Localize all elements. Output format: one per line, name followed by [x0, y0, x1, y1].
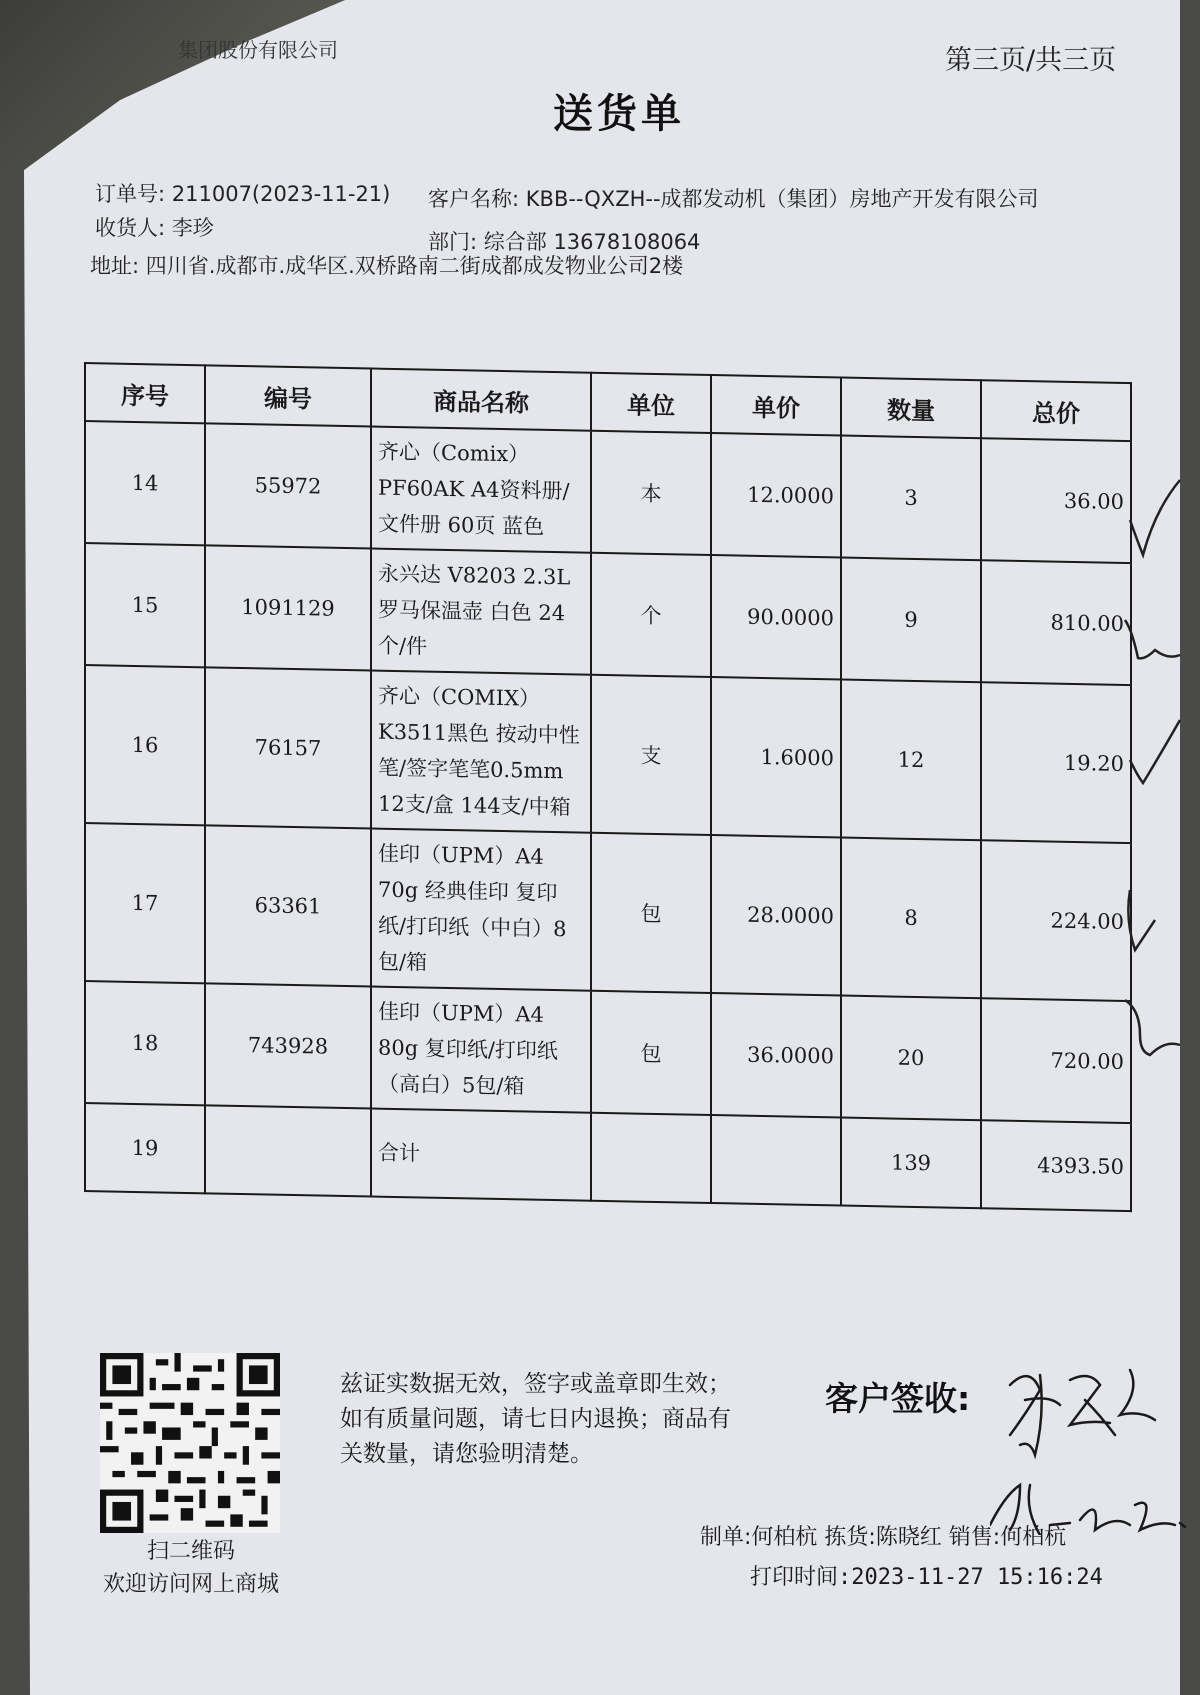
order-number-value: 211007(2023-11-21): [171, 182, 391, 206]
table-row: [85, 543, 1131, 685]
row-unit: 包: [591, 991, 711, 1115]
row-unit-price: 12.0000: [711, 433, 841, 557]
header-seq: 序号: [85, 363, 205, 423]
row-total: 810.00: [981, 560, 1131, 685]
notice-text: 兹证实数据无效，签字或盖章即生效；如有质量问题，请七日内退换；商品有关数量，请您验明清楚。: [340, 1371, 731, 1467]
qr-caption: [86, 1535, 296, 1601]
row-total: 19.20: [981, 682, 1131, 843]
row-quantity: 3: [841, 436, 981, 561]
customer-label: 客户名称:: [428, 187, 520, 211]
document-title: 送货单: [553, 91, 685, 137]
row-code: 743928: [205, 983, 371, 1108]
table-row: [85, 823, 1131, 1001]
row-quantity: 12: [841, 680, 981, 841]
summary-seq: 19: [85, 1103, 205, 1193]
row-code: 63361: [205, 825, 371, 986]
print-time: 打印时间:2023-11-27 15:16:24: [750, 1565, 1103, 1590]
header-total: 总价: [981, 380, 1131, 441]
row-seq: 16: [85, 665, 205, 825]
row-quantity: 8: [841, 838, 981, 999]
header-quantity: 数量: [841, 378, 981, 439]
row-unit: 包: [591, 833, 711, 993]
customer-name: [428, 183, 1039, 213]
department-value: 综合部 13678108064: [483, 230, 701, 254]
order-number: [95, 178, 390, 208]
header-unit: 单位: [591, 373, 711, 433]
row-unit-price: 36.0000: [711, 993, 841, 1117]
summary-total: 4393.50: [981, 1120, 1131, 1211]
table-row: [85, 665, 1131, 843]
row-unit: 本: [591, 431, 711, 555]
row-seq: 17: [85, 823, 205, 983]
row-seq: 14: [85, 421, 205, 545]
row-product-name: 永兴达 V8203 2.3L罗马保温壶 白色 24个/件: [371, 549, 591, 675]
staff-info: 制单:何柏杭 拣货:陈晓红 销售:何柏杭: [700, 1525, 1067, 1550]
summary-code-empty: [205, 1105, 371, 1196]
header-product-name: 商品名称: [371, 369, 591, 431]
order-number-label: 订单号:: [95, 182, 166, 206]
qr-caption-line-1: 扫二维码: [146, 1539, 235, 1564]
checkmark-icon: [1125, 470, 1185, 560]
customer-value: KBB--QXZH--成都发动机（集团）房地产开发有限公司: [525, 187, 1039, 211]
customer-signature-label: 客户签收:: [825, 1379, 971, 1418]
row-total: 36.00: [981, 438, 1131, 563]
row-product-name: 齐心（COMIX）K3511黑色 按动中性笔/签字笔笔0.5mm 12支/盒 144支/中箱: [371, 671, 591, 833]
summary-quantity: 139: [841, 1118, 981, 1209]
row-code: 1091129: [205, 545, 371, 670]
department-label: 部门:: [428, 230, 478, 254]
header-unit-price: 单价: [711, 375, 841, 435]
summary-label: 合计: [371, 1109, 591, 1201]
receiver-label: 收货人:: [95, 216, 166, 240]
address-label: 地址:: [90, 254, 140, 278]
row-total: 720.00: [981, 998, 1131, 1123]
row-unit-price: 90.0000: [711, 555, 841, 679]
checkmark-icon: [1125, 880, 1185, 960]
row-product-name: 佳印（UPM）A4 70g 经典佳印 复印纸/打印纸（中白）8包/箱: [371, 829, 591, 991]
row-quantity: 20: [841, 996, 981, 1121]
handwritten-signature: [990, 1345, 1200, 1535]
row-seq: 18: [85, 981, 205, 1105]
table-row: [85, 421, 1131, 563]
header-code: 编号: [205, 365, 371, 426]
checkmark-icon: [1125, 715, 1185, 790]
row-seq: 15: [85, 543, 205, 667]
checkmark-icon: [1120, 600, 1185, 670]
row-unit-price: 1.6000: [711, 677, 841, 837]
address-value: 四川省.成都市.成华区.双桥路南二街成都成发物业公司2楼: [145, 254, 684, 278]
row-quantity: 9: [841, 558, 981, 683]
row-product-name: 齐心（Comix）PF60AK A4资料册/文件册 60页 蓝色: [371, 427, 591, 553]
company-name: 集团股份有限公司: [178, 38, 338, 62]
items-table: [84, 362, 1132, 1212]
row-total: 224.00: [981, 840, 1131, 1001]
table-row: [85, 981, 1131, 1123]
department: [428, 226, 700, 256]
checkmark-icon: [1120, 990, 1185, 1060]
row-code: 55972: [205, 423, 371, 548]
row-unit: 支: [591, 675, 711, 835]
summary-row: [85, 1103, 1131, 1211]
receiver-value: 李珍: [171, 216, 214, 240]
qr-caption-line-2: 欢迎访问网上商城: [102, 1572, 279, 1597]
row-code: 76157: [205, 667, 371, 828]
qr-code-icon[interactable]: [100, 1353, 280, 1533]
receiver: [95, 212, 214, 242]
page-indicator: 第三页/共三页: [945, 45, 1117, 76]
row-unit: 个: [591, 553, 711, 677]
row-unit-price: 28.0000: [711, 835, 841, 995]
summary-price-empty: [711, 1115, 841, 1205]
summary-unit-empty: [591, 1113, 711, 1203]
row-product-name: 佳印（UPM）A4 80g 复印纸/打印纸（高白）5包/箱: [371, 987, 591, 1113]
